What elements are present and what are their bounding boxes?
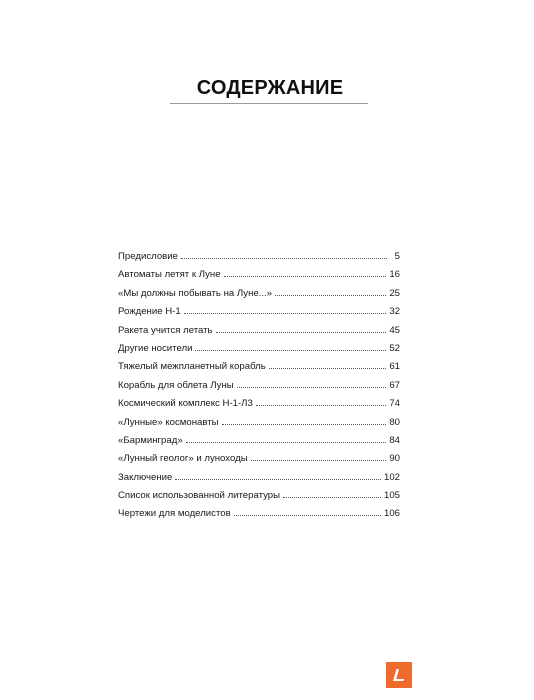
toc-entry-page-number: 90	[389, 453, 400, 465]
toc-entry	[118, 396, 400, 412]
toc-entry-title: Другие носители	[118, 342, 193, 354]
toc-dot-leader	[283, 496, 381, 498]
toc-entry	[118, 470, 400, 486]
toc-entry-page-number: 74	[389, 398, 400, 410]
toc-entry	[118, 341, 400, 357]
page-title: СОДЕРЖАНИЕ	[196, 77, 344, 99]
toc-entry	[118, 323, 400, 339]
toc-entry	[118, 249, 400, 265]
toc-entry-page-number: 102	[383, 471, 400, 483]
toc-entry-title: Космический комплекс Н-1-Л3	[118, 398, 253, 410]
toc-dot-leader	[181, 257, 387, 259]
toc-dot-leader	[175, 478, 381, 480]
toc-dot-leader	[224, 275, 387, 277]
toc-entry-page-number: 106	[383, 508, 400, 520]
toc-entry-title: Тяжелый межпланетный корабль	[118, 361, 266, 373]
toc-entry-title: Корабль для облета Луны	[118, 379, 234, 391]
toc-entry-page-number: 52	[389, 342, 400, 354]
toc-dot-leader	[186, 441, 387, 443]
toc-entry-page-number: 105	[383, 490, 400, 502]
toc-dot-leader	[251, 459, 387, 461]
toc-dot-leader	[222, 423, 387, 425]
toc-entry	[118, 286, 400, 302]
toc-entry-title: «Мы должны побывать на Луне...»	[118, 287, 273, 299]
publisher-logo-icon	[386, 662, 412, 688]
toc-dot-leader	[237, 386, 387, 388]
toc-dot-leader	[269, 367, 387, 369]
toc-entry-title: «Лунные» космонавты	[118, 416, 219, 428]
toc-entry-page-number: 5	[394, 251, 400, 262]
toc-entry	[118, 304, 400, 320]
toc-dot-leader	[234, 514, 381, 516]
toc-entry-page-number: 16	[389, 269, 400, 281]
toc-entry-page-number: 45	[389, 324, 400, 336]
toc-entry-title: Заключение	[118, 471, 173, 483]
title-divider	[170, 103, 368, 104]
table-of-contents	[118, 249, 400, 525]
toc-entry-title: «Барминград»	[118, 434, 183, 446]
toc-entry-title: Список использованной литературы	[118, 490, 281, 502]
toc-entry-title: Рождение Н-1	[118, 306, 181, 318]
toc-entry-page-number: 32	[389, 306, 400, 318]
toc-entry-title: Чертежи для моделистов	[118, 508, 231, 520]
toc-entry-page-number: 84	[389, 434, 400, 446]
toc-entry-title: «Лунный геолог» и луноходы	[118, 453, 248, 465]
toc-entry-title: Автоматы летят к Луне	[118, 269, 221, 281]
toc-dot-leader	[275, 294, 386, 296]
toc-entry-title: Предисловие	[118, 251, 178, 262]
toc-dot-leader	[216, 331, 387, 333]
toc-entry-page-number: 25	[389, 287, 400, 299]
toc-dot-leader	[195, 349, 386, 351]
toc-entry-page-number: 80	[389, 416, 400, 428]
toc-entry	[118, 433, 400, 449]
toc-entry	[118, 451, 400, 467]
toc-dot-leader	[256, 404, 387, 406]
toc-entry-page-number: 67	[389, 379, 400, 391]
toc-entry-title: Ракета учится летать	[118, 324, 213, 336]
toc-entry	[118, 378, 400, 394]
toc-entry	[118, 267, 400, 283]
toc-entry	[118, 506, 400, 522]
toc-entry	[118, 488, 400, 504]
toc-entry-page-number: 61	[389, 361, 400, 373]
toc-dot-leader	[184, 312, 387, 314]
toc-entry	[118, 415, 400, 431]
toc-entry	[118, 359, 400, 375]
